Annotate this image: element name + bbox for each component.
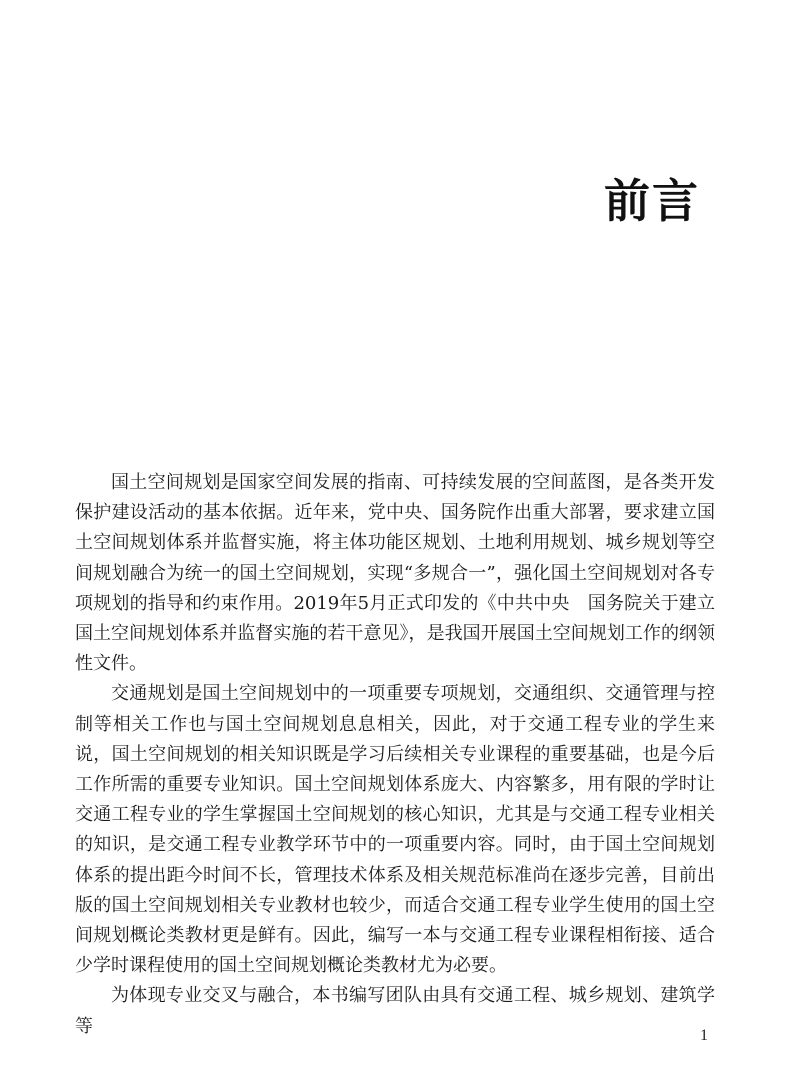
paragraph-2: 交通规划是国土空间规划中的一项重要专项规划，交通组织、交通管理与控制等相关工作也与国土空间规划息息相关，因此，对于交通工程专业的学生来说，国土空间规划的相关知识既是学习后续相关专业课程的重要基础，也是今后工作所需的重要专业知识。国土空间规划体系庞大、内容繁多，用有限的学时让交通工程专业的学生掌握国土空间规划的核心知识，尤其是与交通工程专业相关的知识，是交通工程专业教学环节中的一项重要内容。同时，由于国土空间规划体系的提出距今时间不长，管理技术体系及相关规范标准尚在逐步完善，目前出版的国土空间规划相关专业教材也较少，而适合交通工程专业学生使用的国土空间规划概论类教材更是鲜有。因此，编写一本与交通工程专业课程相衔接、适合少学时课程使用的国土空间规划概论类教材尤为必要。 [75,683,715,977]
body-text [75,468,715,1042]
page-title: 前言 [604,174,700,228]
paragraph-1: 国土空间规划是国家空间发展的指南、可持续发展的空间蓝图，是各类开发保护建设活动的基本依据。近年来，党中央、国务院作出重大部署，要求建立国土空间规划体系并监督实施，将主体功能区规划、土地利用规划、城乡规划等空间规划融合为统一的国土空间规划，实现“多规合一”，强化国土空间规划对各专项规划的指导和约束作用。2019年5月正式印发的《中共中央 国务院关于建立国土空间规划体系并监督实施的若干意见》，是我国开展国土空间规划工作的纲领性文件。 [75,472,715,675]
paragraph-3: 为体现专业交叉与融合，本书编写团队由具有交通工程、城乡规划、建筑学等 [75,985,715,1037]
page-number: 1 [700,1027,708,1044]
